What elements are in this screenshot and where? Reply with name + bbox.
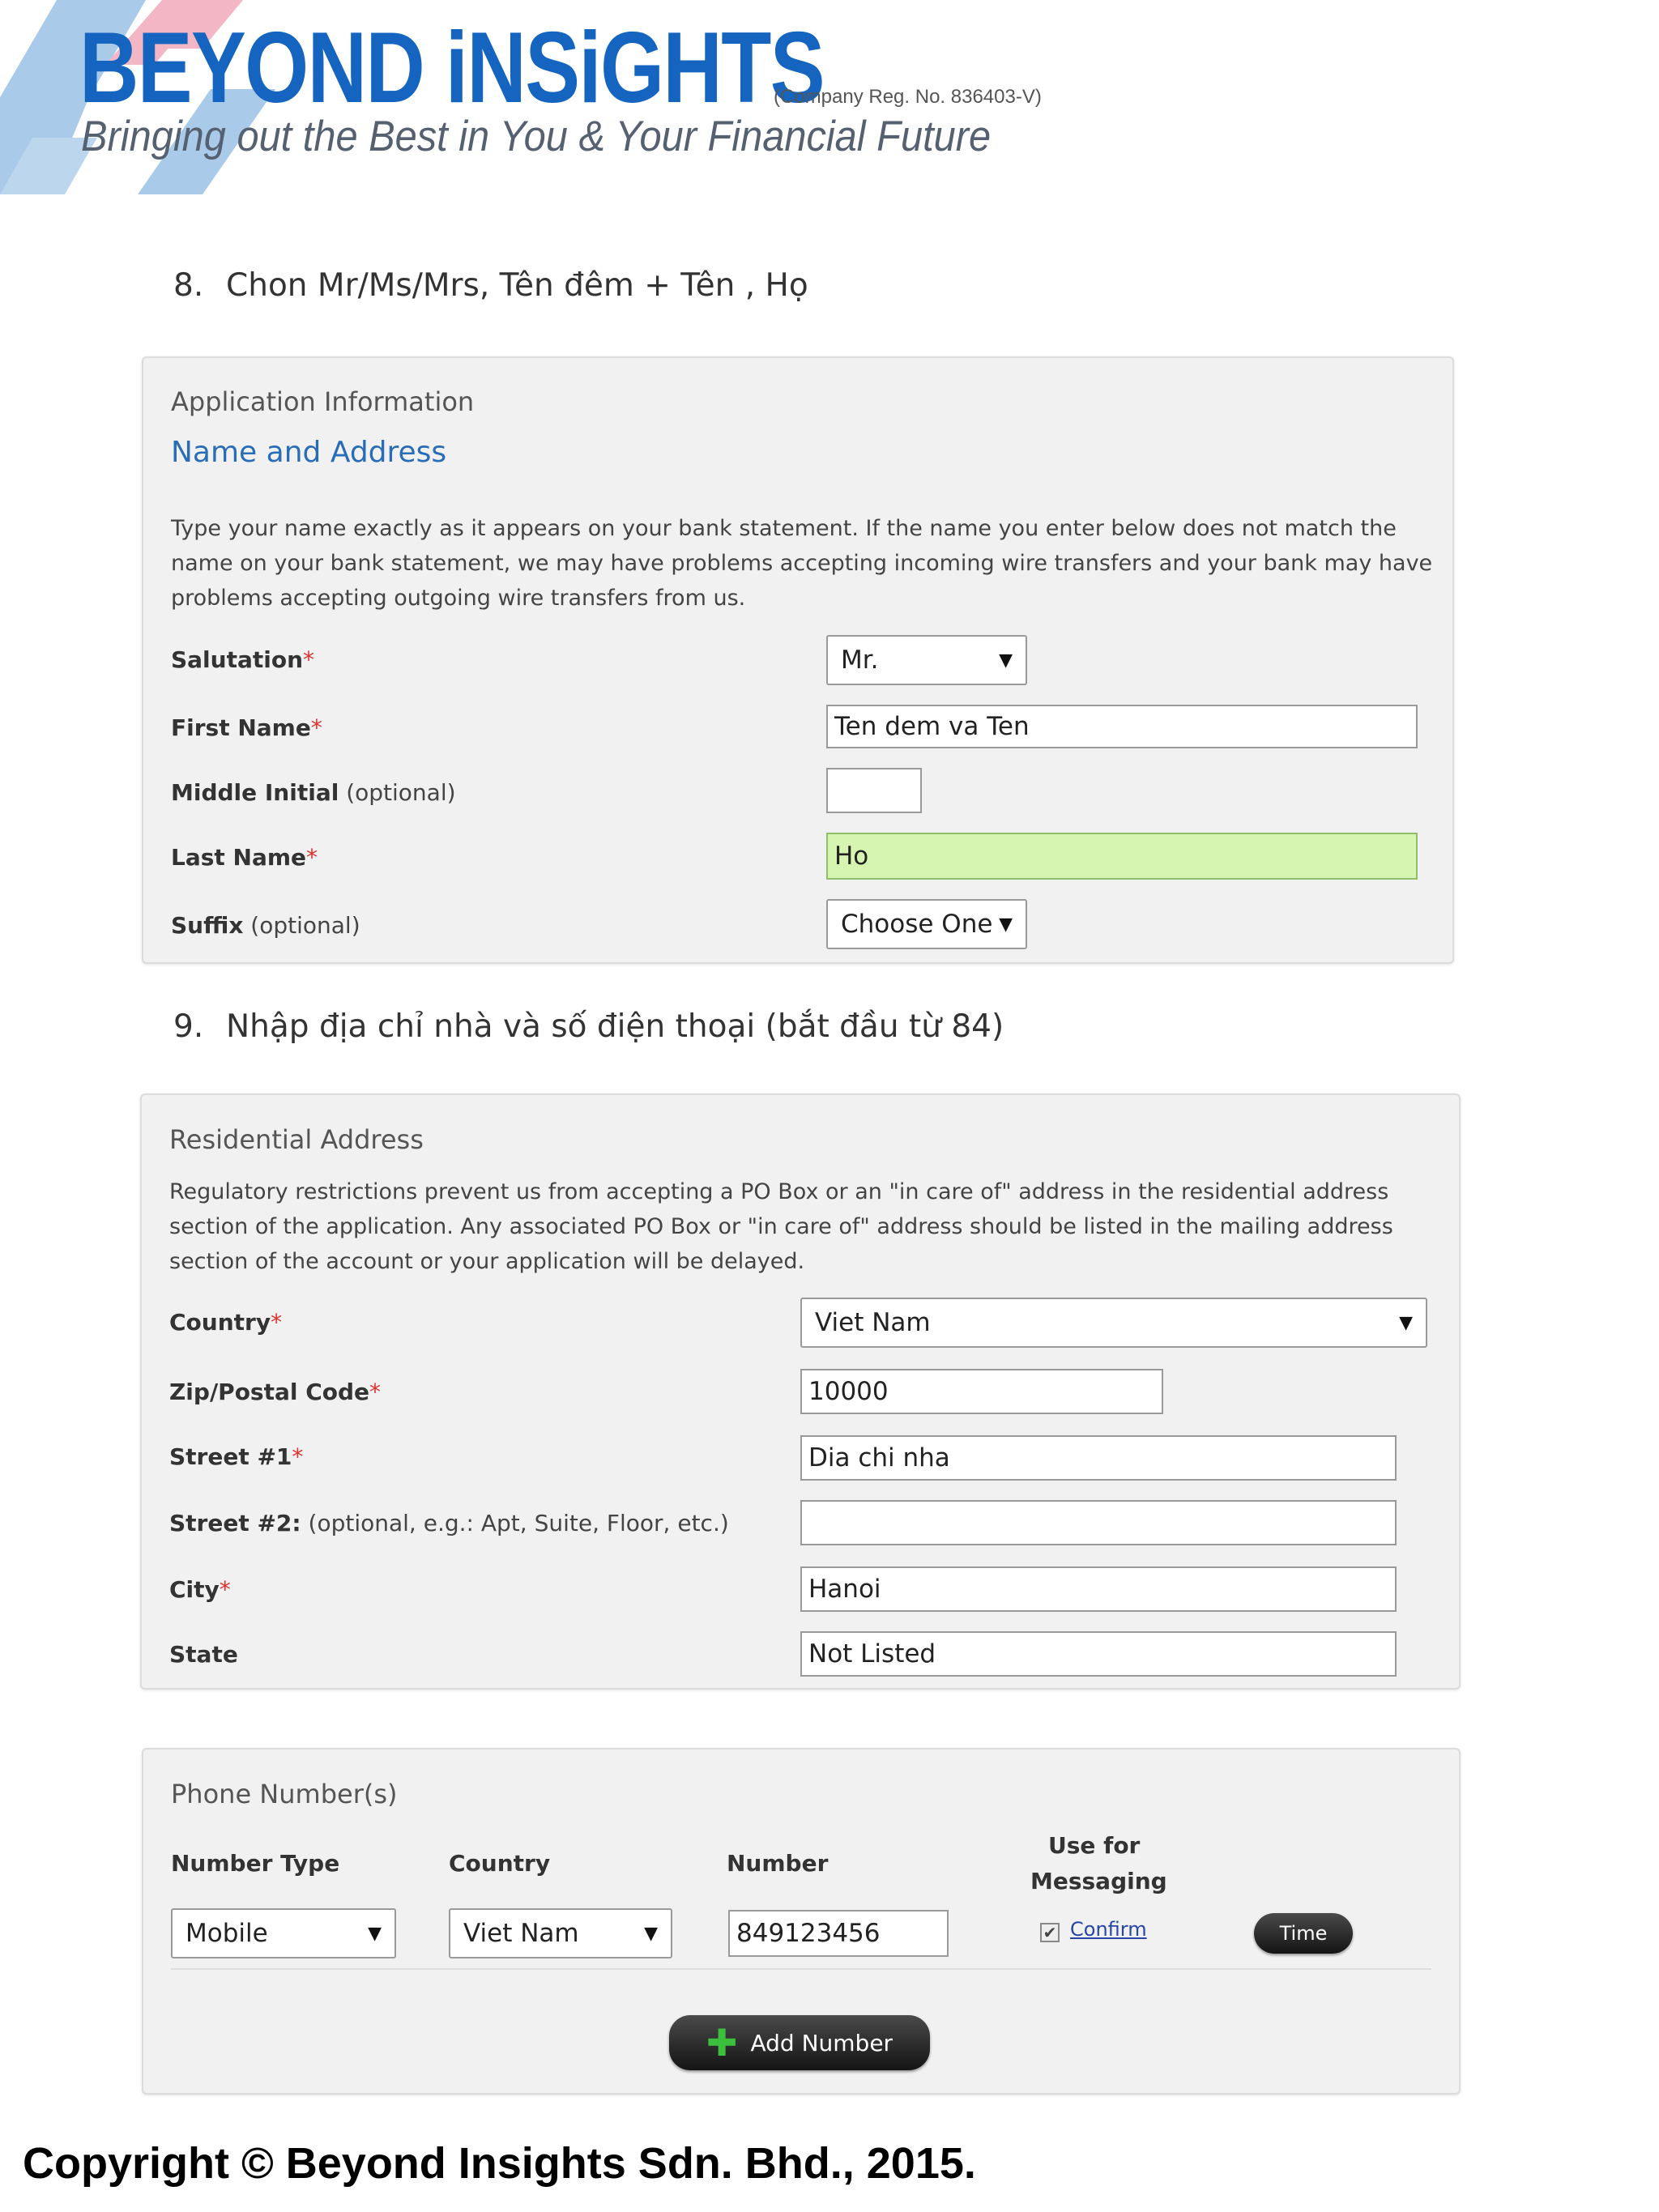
panel-title-application-information: Application Information	[171, 386, 475, 417]
street2-label: Street #2: (optional, e.g.: Apt, Suite, Floor, etc.)	[169, 1510, 729, 1536]
dropdown-arrow-icon: ▼	[368, 1923, 382, 1944]
time-button[interactable]: Time	[1254, 1913, 1353, 1954]
zip-label: Zip/Postal Code*	[169, 1379, 382, 1405]
company-logo: BEYOND iNSiGHTS	[79, 12, 824, 124]
column-header-messaging-line1: Use for	[1048, 1832, 1141, 1859]
salutation-select[interactable]	[826, 635, 1027, 685]
country-label: Country*	[169, 1309, 283, 1336]
step-9-instruction: Nhập địa chỉ nhà và số điện thoại (bắt đầu từ 84)	[226, 1008, 1004, 1045]
last-name-label: Last Name*	[171, 844, 318, 871]
column-header-number-type: Number Type	[171, 1850, 340, 1877]
suffix-label: Suffix (optional)	[171, 912, 360, 939]
city-label: City*	[169, 1576, 231, 1603]
plus-icon: ✚	[706, 2021, 738, 2065]
company-registration: (Company Reg. No. 836403-V)	[774, 86, 1042, 108]
dropdown-arrow-icon: ▼	[999, 650, 1013, 671]
street2-input[interactable]	[800, 1500, 1397, 1545]
column-header-number: Number	[727, 1850, 829, 1877]
first-name-label: First Name*	[171, 714, 322, 741]
confirm-link[interactable]: Confirm	[1070, 1918, 1147, 1941]
zip-input[interactable]: 10000	[800, 1369, 1163, 1414]
country-select[interactable]	[800, 1298, 1427, 1348]
step-8-instruction: Chon Mr/Ms/Mrs, Tên đêm + Tên , Họ	[226, 267, 808, 304]
column-header-country: Country	[449, 1850, 551, 1877]
suffix-value: Choose One	[841, 910, 993, 939]
middle-initial-label: Middle Initial (optional)	[171, 779, 456, 806]
salutation-value: Mr.	[841, 646, 879, 675]
number-type-select[interactable]	[171, 1908, 396, 1958]
middle-initial-input[interactable]	[826, 768, 922, 813]
salutation-label: Salutation*	[171, 646, 315, 673]
section-subtitle-name-address: Name and Address	[171, 436, 447, 469]
residential-instructions: Regulatory restrictions prevent us from accepting a PO Box or an "in care of" address in the residential address section of the application. Any associated PO Box or "in care of" address should be listed in the mailing address section of the account or your application will be delayed.	[169, 1179, 1393, 1274]
panel-title-phone-numbers: Phone Number(s)	[171, 1779, 398, 1809]
number-type-value: Mobile	[186, 1919, 268, 1948]
step-8-number: 8.	[173, 267, 204, 304]
street1-input[interactable]: Dia chi nha	[800, 1435, 1397, 1481]
add-number-button[interactable]	[669, 2015, 930, 2070]
state-label: State	[169, 1641, 238, 1668]
dropdown-arrow-icon: ▼	[999, 914, 1013, 935]
messaging-checkbox[interactable]: ✔	[1040, 1923, 1060, 1942]
country-value: Viet Nam	[815, 1308, 931, 1337]
city-input[interactable]: Hanoi	[800, 1566, 1397, 1612]
street1-label: Street #1*	[169, 1443, 304, 1470]
column-header-messaging-line2: Messaging	[1030, 1868, 1167, 1894]
step-9-number: 9.	[173, 1008, 204, 1045]
last-name-input[interactable]: Ho	[826, 833, 1418, 880]
phone-country-value: Viet Nam	[463, 1919, 579, 1948]
phone-number-input[interactable]: 849123456	[728, 1910, 949, 1957]
phone-row-divider	[171, 1968, 1431, 1970]
dropdown-arrow-icon: ▼	[644, 1923, 658, 1944]
phone-country-select[interactable]	[449, 1908, 672, 1958]
copyright-text: Copyright © Beyond Insights Sdn. Bhd., 2015.	[23, 2139, 976, 2188]
name-instructions: Type your name exactly as it appears on your bank statement. If the name you enter below does not match the name on your bank statement, we may have problems accepting incoming wire transfers and your bank may have problems accepting outgoing wire transfers from us.	[171, 516, 1433, 611]
add-number-label: Add Number	[750, 2029, 893, 2056]
state-input[interactable]: Not Listed	[800, 1631, 1397, 1677]
first-name-input[interactable]: Ten dem va Ten	[826, 705, 1418, 748]
suffix-select[interactable]	[826, 899, 1027, 949]
panel-title-residential-address: Residential Address	[169, 1124, 424, 1155]
company-tagline: Bringing out the Best in You & Your Financial Future	[81, 113, 992, 160]
dropdown-arrow-icon: ▼	[1399, 1312, 1413, 1333]
